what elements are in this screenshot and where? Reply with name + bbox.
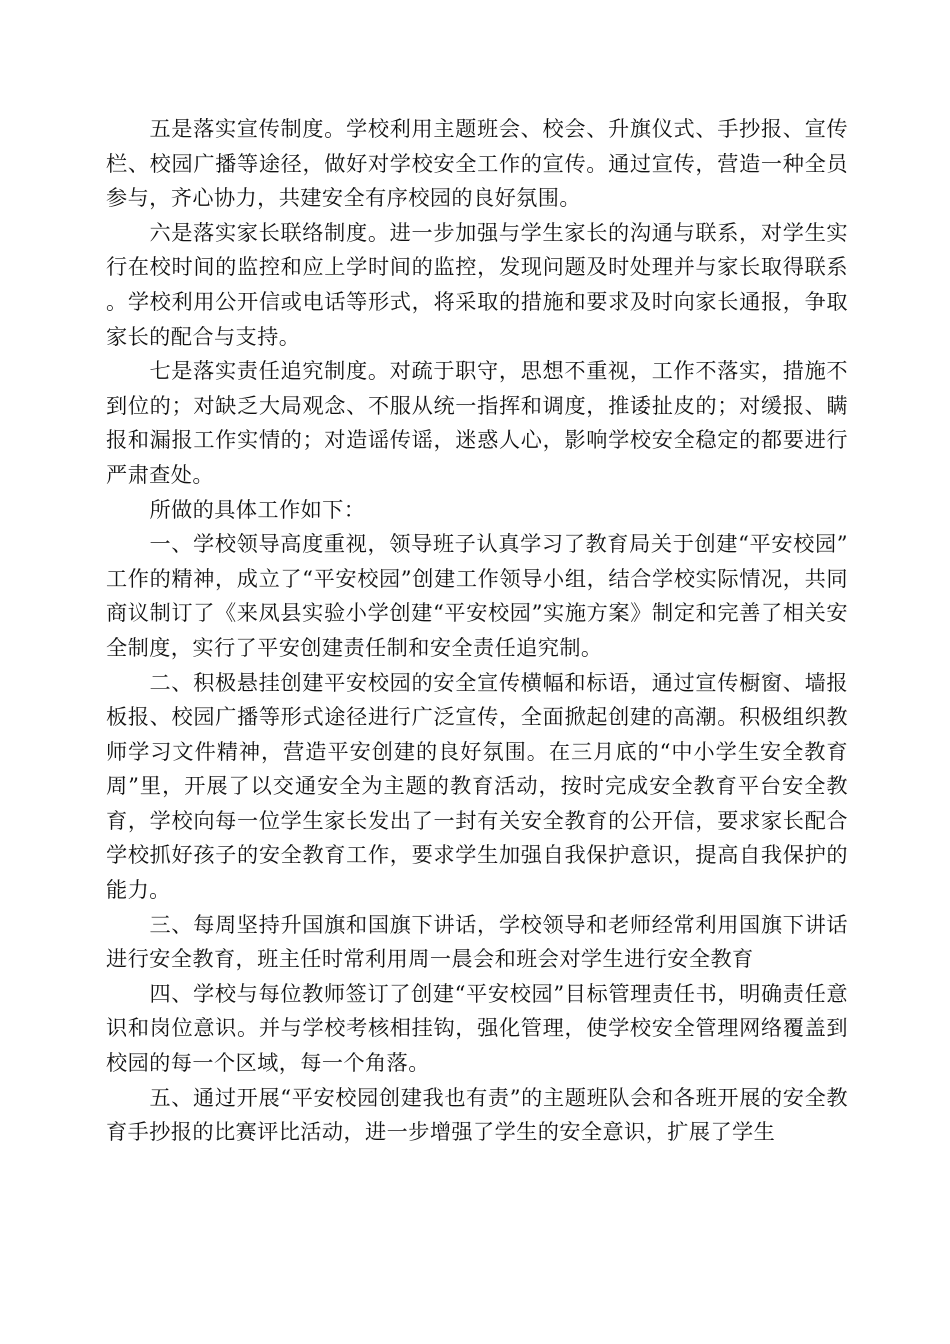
paragraph-item-two: 二、积极悬挂创建平安校园的安全宣传横幅和标语，通过宣传橱窗、墙报板报、校园广播等形式途径进行广泛宣传，全面掀起创建的高潮。积极组织教师学习文件精神，营造平安创建的良好氛围。在三月底的“中小学生安全教育周”里，开展了以交通安全为主题的教育活动，按时完成安全教育平台安全教育，学校向每一位学生家长发出了一封有关安全教育的公开信，要求家长配合学校抓好孩子的安全教育工作，要求学生加强自我保护意识，提高自我保护的能力。 (106, 669, 848, 903)
paragraph-item-three: 三、每周坚持升国旗和国旗下讲话，学校领导和老师经常利用国旗下讲话进行安全教育，班主任时常利用周一晨会和班会对学生进行安全教育 (106, 911, 848, 972)
paragraph-item-four: 四、学校与每位教师签订了创建“平安校园”目标管理责任书，明确责任意识和岗位意识。并与学校考核相挂钩，强化管理，使学校安全管理网络覆盖到校园的每一个区域，每一个角落。 (106, 980, 848, 1076)
paragraph-item-one: 一、学校领导高度重视，领导班子认真学习了教育局关于创建“平安校园”工作的精神，成立了“平安校园”创建工作领导小组，结合学校实际情况，共同商议制订了《来凤县实验小学创建“平安校园”实施方案》制定和完善了相关安全制度，实行了平安创建责任制和安全责任追究制。 (106, 531, 848, 660)
paragraph-work-intro: 所做的具体工作如下： (149, 496, 366, 522)
paragraph-publicity-system: 五是落实宣传制度。学校利用主题班会、校会、升旗仪式、手抄报、宣传栏、校园广播等途径，做好对学校安全工作的宣传。通过宣传，营造一种全员参与，齐心协力，共建安全有序校园的良好氛围。 (106, 116, 848, 211)
document-body (106, 112, 848, 1150)
paragraph-parent-contact-system: 六是落实家长联络制度。进一步加强与学生家长的沟通与联系，对学生实行在校时间的监控和应上学时间的监控，发现问题及时处理并与家长取得联系。学校利用公开信或电话等形式，将采取的措施和要求及时向家长通报，争取家长的配合与支持。 (106, 219, 848, 349)
paragraph-accountability-system: 七是落实责任追究制度。对疏于职守，思想不重视，工作不落实，措施不到位的；对缺乏大局观念、不服从统一指挥和调度，推诿扯皮的；对缓报、瞒报和漏报工作实情的；对造谣传谣，迷惑人心，影响学校安全稳定的都要进行严肃查处。 (106, 358, 848, 487)
paragraph-item-five: 五、通过开展“平安校园创建我也有责”的主题班队会和各班开展的安全教育手抄报的比赛评比活动，进一步增强了学生的安全意识，扩展了学生 (106, 1084, 848, 1145)
